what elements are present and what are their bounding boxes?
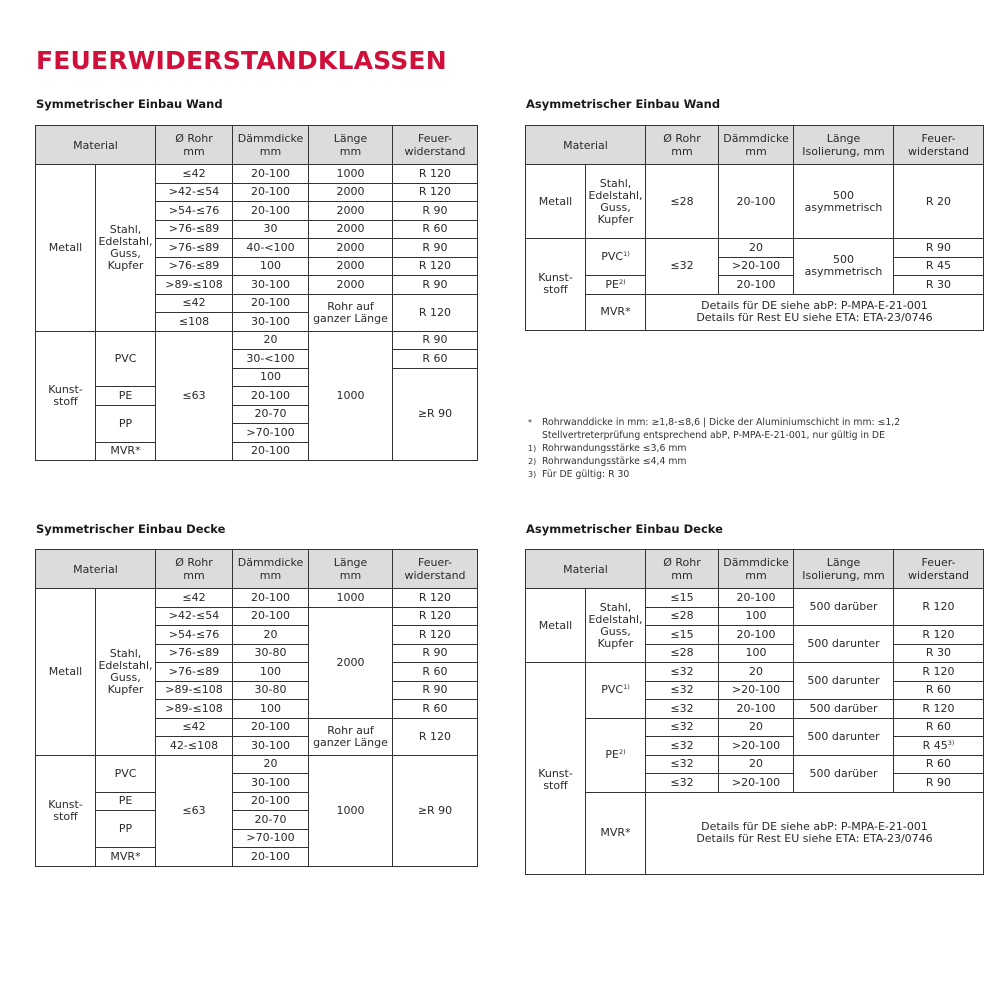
cell-rohr: >42-≤54 xyxy=(156,183,233,202)
section-heading-asym-wand: Asymmetrischer Einbau Wand xyxy=(526,97,721,111)
footnote-ref: 3) xyxy=(947,738,955,747)
cell-rohr: ≤42 xyxy=(156,294,233,313)
cell-r: R 90 xyxy=(894,239,984,258)
cell-r: ≥R 90 xyxy=(393,755,478,866)
header-rohr: Ø Rohr mm xyxy=(156,550,233,589)
cell-laenge: 500 darüber xyxy=(794,755,894,792)
cell-r: R 90 xyxy=(393,331,478,350)
table-row xyxy=(526,589,984,608)
cell-daemm: 30-<100 xyxy=(233,350,309,369)
material-mvr: MVR* xyxy=(586,792,646,874)
footnote-text: Stellvertreterprüfung entsprechend abP, P-MPA-E-21-001, nur gültig in DE xyxy=(542,430,885,441)
cell-r: R 90 xyxy=(393,644,478,663)
cell-r: R 60 xyxy=(894,755,984,774)
material-metall: Metall xyxy=(526,165,586,239)
cell-r: R 60 xyxy=(393,663,478,682)
cell-r: R 120 xyxy=(393,165,478,184)
cell-daemm: 30-100 xyxy=(233,313,309,332)
table-row xyxy=(36,589,478,608)
cell-laenge: 1000 xyxy=(309,331,393,461)
cell-r: R 90 xyxy=(393,202,478,221)
cell-rohr: >76-≤89 xyxy=(156,257,233,276)
cell-daemm: 20 xyxy=(719,663,794,682)
cell-rohr: ≤32 xyxy=(646,239,719,295)
cell-rohr: ≤42 xyxy=(156,589,233,608)
material-pvc: PVC xyxy=(96,755,156,792)
cell-rohr: >42-≤54 xyxy=(156,607,233,626)
cell-rohr: ≤15 xyxy=(646,589,719,608)
cell-r: R 60 xyxy=(393,700,478,719)
cell-mvr-details: Details für DE siehe abP: P-MPA-E-21-001 Details für Rest EU siehe ETA: ETA-23/0746 xyxy=(646,294,984,330)
header-material: Material xyxy=(526,126,646,165)
cell-daemm: 40-<100 xyxy=(233,239,309,258)
header-laenge: Länge mm xyxy=(309,550,393,589)
cell-rohr: ≤28 xyxy=(646,165,719,239)
material-pe: PE xyxy=(96,792,156,811)
material-pe-label: PE xyxy=(605,748,619,761)
cell-laenge: 2000 xyxy=(309,607,393,718)
material-kunststoff: Kunst- stoff xyxy=(36,755,96,866)
footnote-mark xyxy=(528,429,542,442)
cell-laenge: 1000 xyxy=(309,165,393,184)
cell-daemm: >20-100 xyxy=(719,681,794,700)
cell-rohr: ≤32 xyxy=(646,681,719,700)
cell-r: R 60 xyxy=(894,718,984,737)
footnote-mark: 1) xyxy=(528,444,537,453)
header-daemmdicke: Dämmdicke mm xyxy=(719,126,794,165)
cell-daemm: 20-100 xyxy=(233,442,309,461)
cell-laenge: 500 darüber xyxy=(794,589,894,626)
footnote-mark: 3) xyxy=(528,470,537,479)
material-mvr: MVR* xyxy=(96,848,156,867)
footnote xyxy=(528,468,900,481)
header-feuerwiderstand: Feuer- widerstand xyxy=(894,550,984,589)
cell-laenge: 2000 xyxy=(309,276,393,295)
cell-rohr: >54-≤76 xyxy=(156,202,233,221)
cell-r: R 60 xyxy=(393,350,478,369)
cell-daemm: 20 xyxy=(233,626,309,645)
footnotes xyxy=(528,416,900,481)
cell-rohr: >76-≤89 xyxy=(156,220,233,239)
cell-laenge: 500 asymmetrisch xyxy=(794,165,894,239)
footnote-text: Rohrwandungsstärke ≤3,6 mm xyxy=(542,443,687,454)
table-asym-wand xyxy=(525,125,984,331)
cell-daemm: 20 xyxy=(719,718,794,737)
footnote-ref: 1) xyxy=(623,250,630,258)
section-heading-sym-decke: Symmetrischer Einbau Decke xyxy=(36,522,226,536)
cell-rohr: ≤28 xyxy=(646,607,719,626)
material-mvr: MVR* xyxy=(586,294,646,330)
cell-daemm: 20-100 xyxy=(233,718,309,737)
cell-r: R 120 xyxy=(894,589,984,626)
header-laenge-isolierung: Länge Isolierung, mm xyxy=(794,550,894,589)
cell-laenge: 2000 xyxy=(309,220,393,239)
footnote xyxy=(528,455,900,468)
cell-r: R 90 xyxy=(393,239,478,258)
footnote xyxy=(528,429,900,442)
cell-laenge: 500 darunter xyxy=(794,718,894,755)
header-laenge-isolierung: Länge Isolierung, mm xyxy=(794,126,894,165)
cell-r: R 120 xyxy=(894,663,984,682)
cell-daemm: >70-100 xyxy=(233,424,309,443)
cell-rohr: ≤108 xyxy=(156,313,233,332)
footnote-ref: 2) xyxy=(618,277,626,286)
cell-daemm: 100 xyxy=(233,663,309,682)
cell-daemm: 20-100 xyxy=(719,626,794,645)
cell-rohr: ≤32 xyxy=(646,755,719,774)
cell-daemm: 20-70 xyxy=(233,405,309,424)
cell-daemm: 20-70 xyxy=(233,811,309,830)
footnote-text: Rohrwandungsstärke ≤4,4 mm xyxy=(542,456,687,467)
cell-r: R 120 xyxy=(393,257,478,276)
cell-laenge: 2000 xyxy=(309,257,393,276)
header-material: Material xyxy=(36,550,156,589)
cell-r-value: R 45 xyxy=(922,738,948,752)
cell-r: R 30 xyxy=(894,644,984,663)
material-metall-types: Stahl, Edelstahl, Guss, Kupfer xyxy=(586,589,646,663)
cell-r: R 30 xyxy=(894,276,984,295)
footnote-mark: 2) xyxy=(528,457,537,466)
section-heading-asym-decke: Asymmetrischer Einbau Decke xyxy=(526,522,723,536)
material-pe-label: PE xyxy=(605,277,619,291)
cell-laenge: 500 darunter xyxy=(794,626,894,663)
cell-laenge: 2000 xyxy=(309,202,393,221)
header-feuerwiderstand: Feuer- widerstand xyxy=(393,126,478,165)
cell-r: R 120 xyxy=(393,294,478,331)
footnote xyxy=(528,442,900,455)
material-metall: Metall xyxy=(526,589,586,663)
cell-r: R 120 xyxy=(393,183,478,202)
cell-r: ≥R 90 xyxy=(393,368,478,461)
header-rohr: Ø Rohr mm xyxy=(646,126,719,165)
table-row xyxy=(36,165,478,184)
material-metall: Metall xyxy=(36,165,96,332)
cell-daemm: 30-100 xyxy=(233,276,309,295)
cell-daemm: 20-100 xyxy=(233,183,309,202)
cell-r: R 45 xyxy=(894,257,984,276)
cell-daemm: 100 xyxy=(233,368,309,387)
page-title: FEUERWIDERSTANDKLASSEN xyxy=(36,46,447,75)
table-row xyxy=(526,276,984,295)
material-pe xyxy=(586,718,646,792)
cell-r: R 20 xyxy=(894,165,984,239)
cell-daemm: 20-100 xyxy=(719,276,794,295)
cell-daemm: 20-100 xyxy=(233,848,309,867)
material-metall-types: Stahl, Edelstahl, Guss, Kupfer xyxy=(96,165,156,332)
cell-daemm: 30-100 xyxy=(233,737,309,756)
cell-rohr: ≤32 xyxy=(646,737,719,756)
table-row xyxy=(36,755,478,774)
cell-daemm: >20-100 xyxy=(719,737,794,756)
material-pvc-label: PVC xyxy=(601,683,624,697)
material-metall-types: Stahl, Edelstahl, Guss, Kupfer xyxy=(586,165,646,239)
cell-daemm: 20-100 xyxy=(233,294,309,313)
material-kunststoff: Kunst- stoff xyxy=(36,331,96,461)
header-daemmdicke: Dämmdicke mm xyxy=(719,550,794,589)
cell-daemm: >20-100 xyxy=(719,257,794,276)
cell-laenge: 500 darüber xyxy=(794,700,894,719)
footnote-ref: 1) xyxy=(623,683,630,692)
cell-rohr: ≤32 xyxy=(646,700,719,719)
header-material: Material xyxy=(36,126,156,165)
cell-r: R 120 xyxy=(393,718,478,755)
material-kunststoff: Kunst- stoff xyxy=(526,663,586,875)
cell-r: R 60 xyxy=(894,681,984,700)
cell-rohr: >76-≤89 xyxy=(156,663,233,682)
material-pvc xyxy=(586,663,646,719)
cell-rohr: >76-≤89 xyxy=(156,644,233,663)
table-sym-decke xyxy=(35,549,478,867)
cell-r: R 120 xyxy=(393,589,478,608)
table-row xyxy=(526,718,984,737)
cell-rohr: ≤63 xyxy=(156,755,233,866)
cell-daemm: 20-100 xyxy=(719,165,794,239)
cell-mvr-details: Details für DE siehe abP: P-MPA-E-21-001 Details für Rest EU siehe ETA: ETA-23/0746 xyxy=(646,792,984,874)
material-pvc-label: PVC xyxy=(601,250,624,263)
table-row xyxy=(526,663,984,682)
cell-daemm: >70-100 xyxy=(233,829,309,848)
cell-r: R 120 xyxy=(894,626,984,645)
header-rohr: Ø Rohr mm xyxy=(156,126,233,165)
cell-r: R 120 xyxy=(393,607,478,626)
material-mvr: MVR* xyxy=(96,442,156,461)
cell-laenge: 2000 xyxy=(309,239,393,258)
cell-daemm: 30-80 xyxy=(233,644,309,663)
cell-r: R 90 xyxy=(894,774,984,793)
footnote-text: Rohrwanddicke in mm: ≥1,8-≤8,6 | Dicke der Aluminiumschicht in mm: ≤1,2 xyxy=(542,417,901,428)
cell-rohr: ≤32 xyxy=(646,663,719,682)
cell-daemm: 30-100 xyxy=(233,774,309,793)
header-feuerwiderstand: Feuer- widerstand xyxy=(393,550,478,589)
cell-daemm: 20-100 xyxy=(233,589,309,608)
cell-daemm: 20-100 xyxy=(233,607,309,626)
cell-rohr: >89-≤108 xyxy=(156,700,233,719)
footnote-ref: 2) xyxy=(618,748,626,756)
cell-daemm: 30-80 xyxy=(233,681,309,700)
cell-rohr: >89-≤108 xyxy=(156,276,233,295)
cell-daemm: 20 xyxy=(233,331,309,350)
cell-daemm: 20-100 xyxy=(233,792,309,811)
cell-laenge: 1000 xyxy=(309,589,393,608)
cell-rohr: >89-≤108 xyxy=(156,681,233,700)
cell-daemm: 30 xyxy=(233,220,309,239)
footnote xyxy=(528,416,900,429)
cell-laenge-full: Rohr auf ganzer Länge xyxy=(309,294,393,331)
cell-daemm: 100 xyxy=(719,644,794,663)
table-row xyxy=(526,792,984,874)
cell-laenge-full: Rohr auf ganzer Länge xyxy=(309,718,393,755)
cell-rohr: >76-≤89 xyxy=(156,239,233,258)
footnote-mark: * xyxy=(528,418,532,427)
cell-rohr: ≤32 xyxy=(646,774,719,793)
cell-r: R 120 xyxy=(894,700,984,719)
table-row xyxy=(526,165,984,239)
cell-daemm: 20-100 xyxy=(719,589,794,608)
cell-laenge: 500 darunter xyxy=(794,663,894,700)
cell-r: R 120 xyxy=(393,626,478,645)
cell-r xyxy=(894,737,984,756)
material-pvc xyxy=(586,239,646,276)
cell-r: R 60 xyxy=(393,220,478,239)
cell-daemm: 20 xyxy=(719,755,794,774)
table-row xyxy=(526,294,984,330)
cell-daemm: 100 xyxy=(233,700,309,719)
material-metall-types: Stahl, Edelstahl, Guss, Kupfer xyxy=(96,589,156,756)
material-kunststoff: Kunst- stoff xyxy=(526,239,586,331)
cell-rohr: ≤42 xyxy=(156,718,233,737)
cell-daemm: >20-100 xyxy=(719,774,794,793)
table-row xyxy=(36,331,478,350)
section-heading-sym-wand: Symmetrischer Einbau Wand xyxy=(36,97,223,111)
cell-rohr: ≤15 xyxy=(646,626,719,645)
material-pp: PP xyxy=(96,405,156,442)
cell-daemm: 20-100 xyxy=(233,387,309,406)
cell-rohr: ≤28 xyxy=(646,644,719,663)
material-pe xyxy=(586,276,646,295)
cell-r: R 90 xyxy=(393,681,478,700)
cell-laenge: 1000 xyxy=(309,755,393,866)
header-feuerwiderstand: Feuer- widerstand xyxy=(894,126,984,165)
cell-r: R 90 xyxy=(393,276,478,295)
header-rohr: Ø Rohr mm xyxy=(646,550,719,589)
cell-daemm: 20 xyxy=(233,755,309,774)
cell-daemm: 20-100 xyxy=(233,202,309,221)
footnote-text: Für DE gültig: R 30 xyxy=(542,469,630,480)
cell-daemm: 100 xyxy=(233,257,309,276)
cell-daemm: 20-100 xyxy=(233,165,309,184)
cell-rohr: ≤63 xyxy=(156,331,233,461)
header-laenge: Länge mm xyxy=(309,126,393,165)
cell-rohr: >54-≤76 xyxy=(156,626,233,645)
header-daemmdicke: Dämmdicke mm xyxy=(233,550,309,589)
material-pp: PP xyxy=(96,811,156,848)
table-sym-wand xyxy=(35,125,478,461)
cell-laenge: 2000 xyxy=(309,183,393,202)
header-material: Material xyxy=(526,550,646,589)
material-pe: PE xyxy=(96,387,156,406)
cell-daemm: 20 xyxy=(719,239,794,258)
material-pvc: PVC xyxy=(96,331,156,387)
material-metall: Metall xyxy=(36,589,96,756)
cell-daemm: 100 xyxy=(719,607,794,626)
cell-rohr: 42-≤108 xyxy=(156,737,233,756)
cell-daemm: 20-100 xyxy=(719,700,794,719)
table-row xyxy=(526,239,984,258)
header-daemmdicke: Dämmdicke mm xyxy=(233,126,309,165)
cell-laenge: 500 asymmetrisch xyxy=(794,239,894,295)
cell-rohr: ≤42 xyxy=(156,165,233,184)
table-asym-decke xyxy=(525,549,984,875)
cell-rohr: ≤32 xyxy=(646,718,719,737)
